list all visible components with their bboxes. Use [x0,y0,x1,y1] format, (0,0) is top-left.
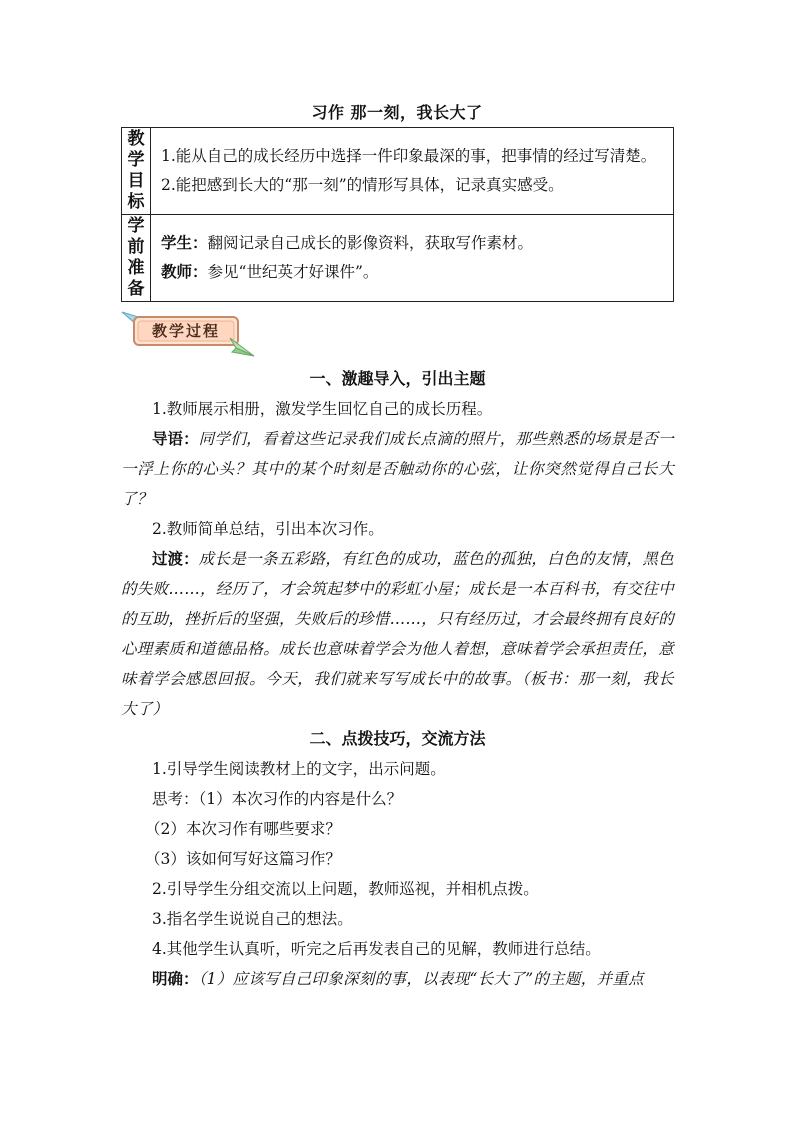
prep-teacher: 教师：参见“世纪英才好课件”。 [161,263,379,281]
page-title: 习作 那一刻，我长大了 [311,103,483,122]
goal-item: 1.能从自己的成长经历中选择一件印象最深的事，把事情的经过写清楚。 [161,147,657,165]
section2-step4: 4.其他学生认真听，听完之后再发表自己的见解，教师进行总结。 [152,940,601,958]
section2-heading: 二、点拨技巧，交流方法 [309,729,486,748]
section1-heading: 一、激趣导入，引出主题 [309,369,486,388]
goal-item: 2.能把感到长大的“那一刻”的情形写具体，记录真实感受。 [161,176,564,194]
paper-plane-icon-right [230,338,254,356]
prep-student: 学生：翻阅记录自己成长的影像资料，获取写作素材。 [161,234,534,252]
goals-label: 教 学 目 标 [122,128,151,215]
prep-row [122,215,674,302]
section2-think: 思考：（1）本次习作的内容是什么？ [152,790,403,808]
section1-step2: 2.教师简单总结，引出本次习作。 [152,520,384,538]
prep-content [151,215,674,302]
teaching-process-banner [118,300,258,360]
section2-step2: 2.引导学生分组交流以上问题，教师巡视，并相机点拨。 [152,880,539,898]
section1-guide: 导语：同学们，看着这些记录我们成长点滴的照片，那些熟悉的场景是否一一浮上你的心头？其中的某个时刻是否触动你的心弦，让你突然觉得自己长大了？ [121,430,674,508]
section2-question2: （2）本次习作有哪些要求？ [145,820,341,838]
section2-question3: （3）该如何写好这篇习作？ [145,850,341,868]
section2-step3: 3.指名学生说说自己的想法。 [152,910,353,928]
goals-row [122,128,674,215]
section2-clarify: 明确：（1）应该写自己印象深刻的事，以表现“长大了”的主题，并重点 [152,970,644,988]
section1-step1: 1.教师展示相册，激发学生回忆自己的成长历程。 [152,400,493,418]
banner-text: 教学过程 [151,322,221,340]
section2-step1: 1.引导学生阅读教材上的文字，出示问题。 [152,760,446,778]
goals-content [151,128,674,215]
prep-label: 学 前 准 备 [122,215,151,302]
section1-transition: 过渡：成长是一条五彩路，有红色的成功，蓝色的孤独，白色的友情，黑色的失败……，经历了，才会筑起梦中的彩虹小屋；成长是一本百科书，有交往中的互助，挫折后的坚强，失败后的珍惜……，只有经历过，才会最终拥有良好的心理素质和道德品格。成长也意味着学会为他人着想，意味着学会承担责任，意味着学会感恩回报。今天，我们就来写写成长中的故事。（板书：那一刻，我长大了） [121,550,675,718]
lesson-process [121,364,674,994]
lesson-info-table [121,127,674,302]
